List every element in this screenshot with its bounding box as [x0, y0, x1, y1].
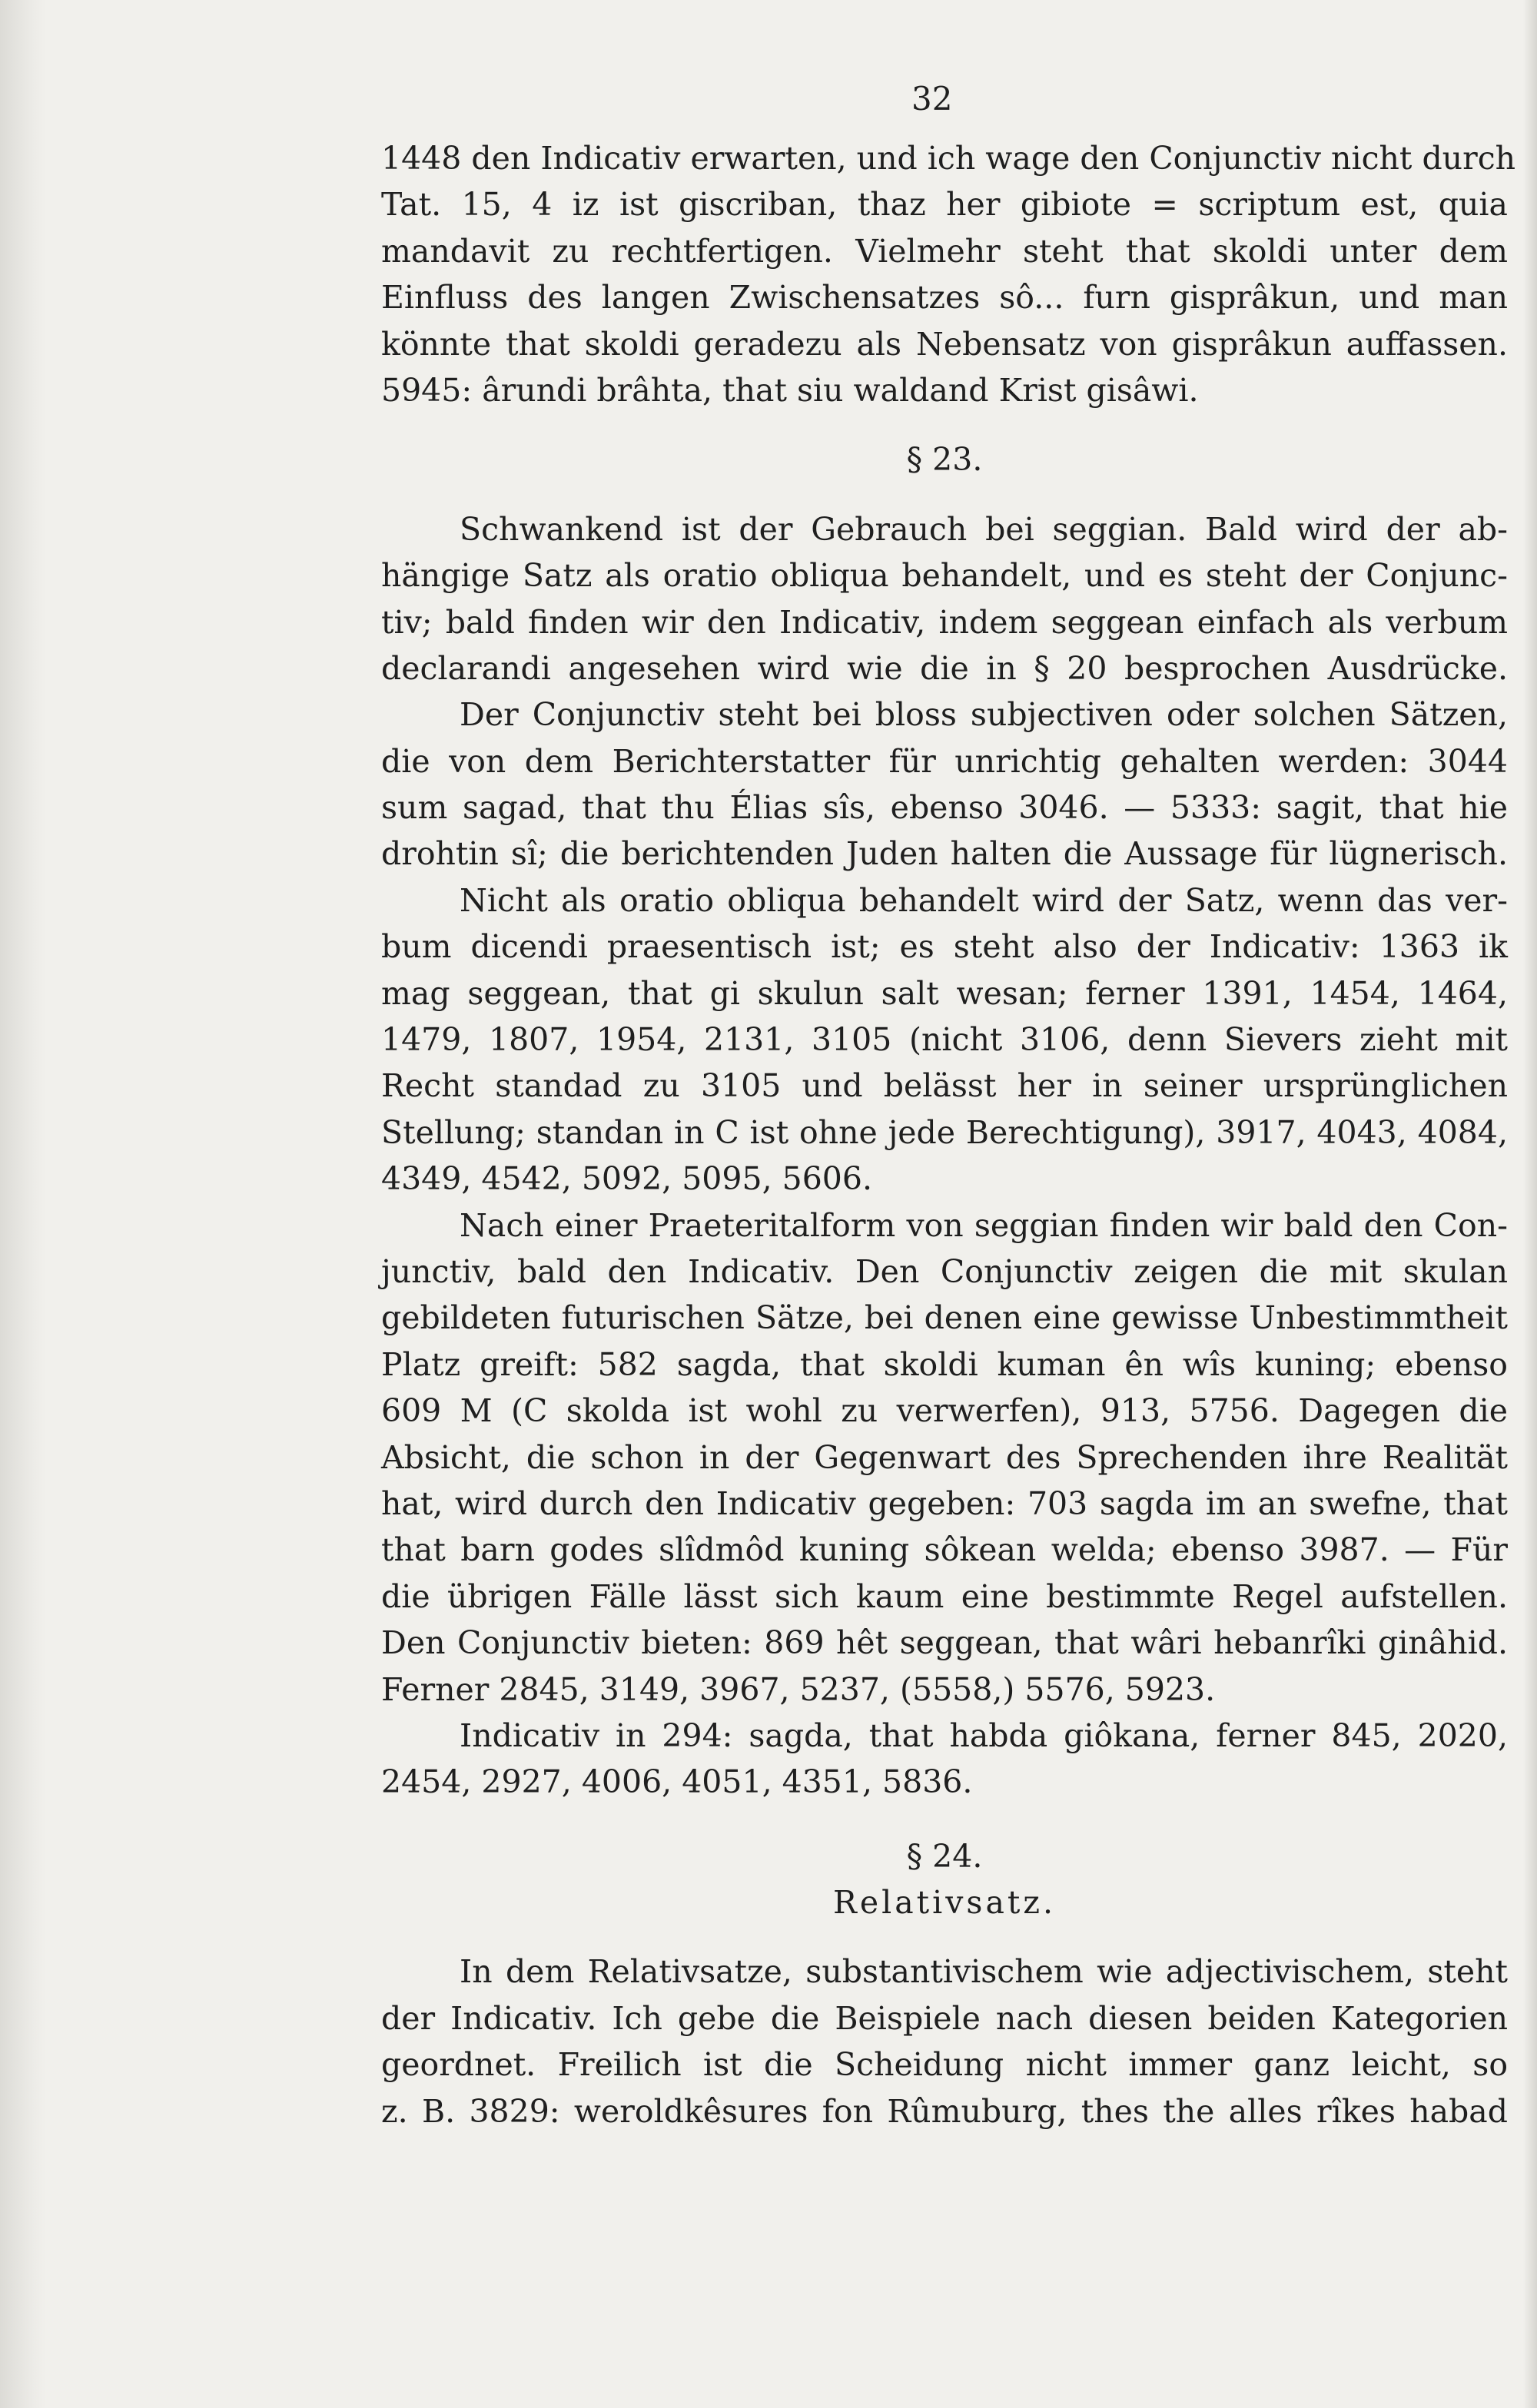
section-heading-24: § 24.	[906, 1837, 983, 1875]
text-line: 1479, 1807, 1954, 2131, 3105 (nicht 3106, denn Sievers zieht mit	[381, 1021, 1508, 1059]
main-text	[381, 135, 1516, 2134]
paragraph-3	[381, 692, 1508, 877]
text-line: Recht standad zu 3105 und belässt her in seiner ursprünglichen	[381, 1067, 1508, 1105]
text-line: Stellung; standan in C ist ohne jede Berechtigung), 3917, 4043, 4084,	[381, 1113, 1508, 1151]
text-line: mag seggean, that gi skulun salt wesan; ferner 1391, 1454, 1464,	[381, 974, 1508, 1012]
text-line: bum dicendi praesentisch ist; es steht also der Indicativ: 1363 ik	[381, 928, 1508, 966]
text-line: Absicht, die schon in der Gegenwart des Sprechenden ihre Realität	[381, 1438, 1508, 1476]
text-line: 2454, 2927, 4006, 4051, 4351, 5836.	[381, 1763, 973, 1801]
spacer	[381, 1806, 1508, 1833]
text-line: die übrigen Fälle lässt sich kaum eine bestimmte Regel aufstellen.	[381, 1577, 1508, 1615]
section-heading-23: § 23.	[906, 441, 983, 479]
text-line: junctiv, bald den Indicativ. Den Conjunctiv zeigen die mit skulan	[381, 1252, 1508, 1290]
text-line: In dem Relativsatze, substantivischem wie adjectivischem, steht	[460, 1953, 1508, 1991]
text-line: drohtin sî; die berichtenden Juden halten die Aussage für lügnerisch.	[381, 835, 1508, 873]
spacer	[381, 483, 1508, 506]
paragraph-7	[381, 1949, 1508, 2134]
text-line: Nicht als oratio obliqua behandelt wird der Satz, wenn das ver-	[460, 881, 1508, 919]
text-line: that barn godes slîdmôd kuning sôkean welda; ebenso 3987. — Für	[381, 1531, 1508, 1569]
text-line: 4349, 4542, 5092, 5095, 5606.	[381, 1160, 873, 1198]
text-line: die von dem Berichterstatter für unrichtig gehalten werden: 3044	[381, 742, 1508, 780]
text-line: hängige Satz als oratio obliqua behandelt, und es steht der Conjunc-	[381, 557, 1508, 595]
page-number: 32	[911, 80, 953, 118]
text-line: z. B. 3829: weroldkêsures fon Rûmuburg, thes the alles rîkes habad	[381, 2092, 1508, 2130]
paragraph-1	[381, 135, 1516, 413]
text-line: Den Conjunctiv bieten: 869 hêt seggean, that wâri hebanrîki ginâhid.	[381, 1624, 1508, 1662]
text-line: 609 M (C skolda ist wohl zu verwerfen), 913, 5756. Dagegen die	[381, 1392, 1508, 1430]
text-line: Nach einer Praeteritalform von seggian finden wir bald den Con-	[460, 1206, 1508, 1244]
text-line: 1448 den Indicativ erwarten, und ich wage den Conjunctiv nicht durch	[381, 140, 1516, 177]
text-line: Einfluss des langen Zwischensatzes sô... furn gisprâkun, und man	[381, 279, 1508, 317]
paragraph-4	[381, 877, 1508, 1202]
text-line: tiv; bald finden wir den Indicativ, indem seggean einfach als verbum	[381, 603, 1508, 641]
page-edge-shadow	[1523, 0, 1537, 2408]
book-spine-shadow	[0, 0, 46, 2408]
text-line: könnte that skoldi geradezu als Nebensatz von gisprâkun auffassen.	[381, 325, 1508, 363]
text-line: der Indicativ. Ich gebe die Beispiele nach diesen beiden Kategorien	[381, 1999, 1508, 2037]
text-line: Platz greift: 582 sagda, that skoldi kuman ên wîs kuning; ebenso	[381, 1345, 1508, 1383]
text-line: 5945: ârundi brâhta, that siu waldand Krist gisâwi.	[381, 371, 1199, 409]
text-line: declarandi angesehen wird wie die in § 20 besprochen Ausdrücke.	[381, 649, 1508, 687]
paragraph-2	[381, 506, 1508, 692]
text-line: Schwankend ist der Gebrauch bei seggian. Bald wird der ab-	[460, 510, 1508, 548]
text-line: geordnet. Freilich ist die Scheidung nicht immer ganz leicht, so	[381, 2046, 1508, 2084]
text-line: Der Conjunctiv steht bei bloss subjectiven oder solchen Sätzen,	[460, 696, 1508, 734]
text-line: hat, wird durch den Indicativ gegeben: 703 sagda im an swefne, that	[381, 1484, 1508, 1522]
paragraph-6	[381, 1713, 1508, 1806]
text-line: Ferner 2845, 3149, 3967, 5237, (5558,) 5576, 5923.	[381, 1670, 1216, 1708]
text-line: sum sagad, that thu Élias sîs, ebenso 3046. — 5333: sagit, that hie	[381, 789, 1508, 827]
spacer	[381, 413, 1508, 436]
text-line: mandavit zu rechtfertigen. Vielmehr steht that skoldi unter dem	[381, 232, 1508, 270]
paragraph-5	[381, 1202, 1508, 1713]
spacer	[381, 1925, 1508, 1949]
text-line: Indicativ in 294: sagda, that habda giôkana, ferner 845, 2020,	[460, 1716, 1508, 1754]
section-title-relativsatz: Relativsatz.	[832, 1884, 1057, 1922]
text-line: gebildeten futurischen Sätze, bei denen eine gewisse Unbestimmtheit	[381, 1299, 1508, 1337]
text-line: Tat. 15, 4 iz ist giscriban, thaz her gibiote = scriptum est, quia	[381, 186, 1508, 224]
